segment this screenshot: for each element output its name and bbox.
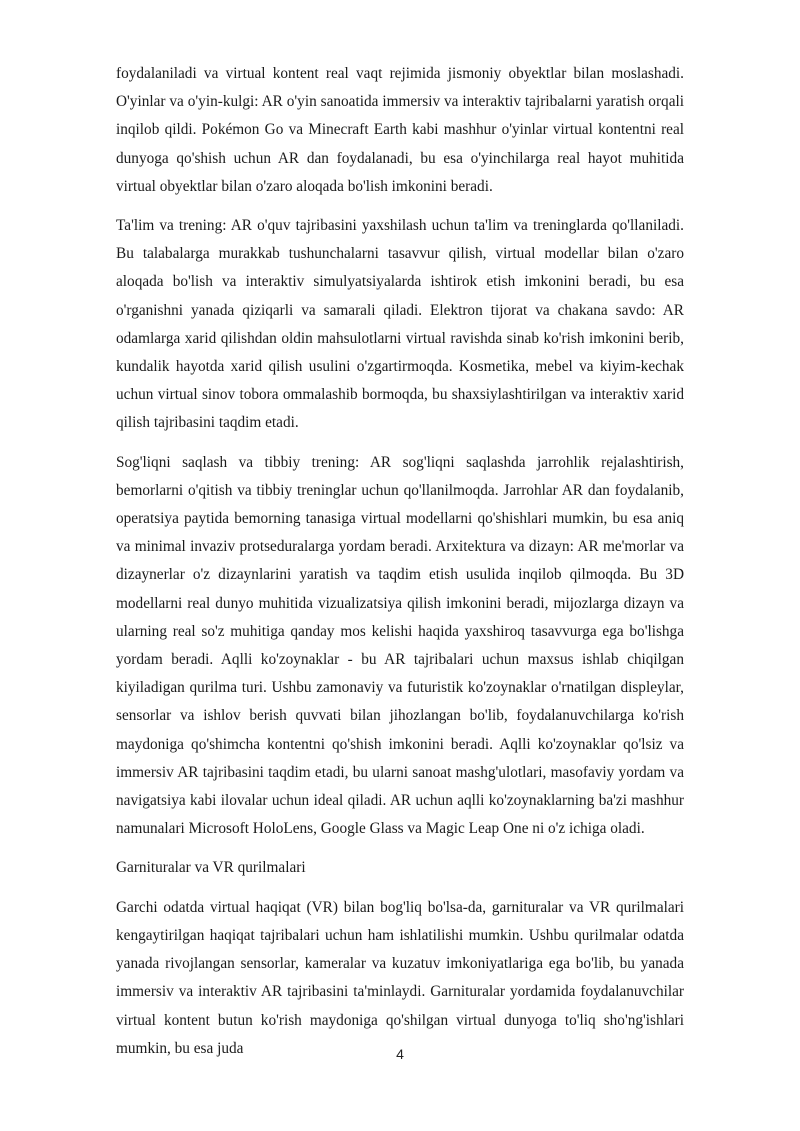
page-number: 4 [396, 1046, 404, 1062]
body-paragraph: Garchi odatda virtual haqiqat (VR) bilan bog'liq bo'lsa-da, garnituralar va VR qurilmalari kengaytirilgan haqiqat tajribalari uchun ham ishlatilishi mumkin. Ushbu qurilmalar odatda yanada rivojlangan sensorlar, kameralar va kuzatuv imkoniyatlariga ega bo'lib, bu yanada immersiv va interaktiv AR tajribasini ta'minlaydi. Garnituralar yordamida foydalanuvchilar virtual kontent butun ko'rish maydoniga qo'shilgan virtual dunyoga to'liq sho'ng'ishlari mumkin, bu esa juda [116, 898, 684, 1057]
body-paragraph: Sog'liqni saqlash va tibbiy trening: AR sog'liqni saqlashda jarrohlik rejalashtirish, bemorlarni o'qitish va tibbiy treninglar uchun qo'llanilmoqda. Jarrohlar AR dan foydalanib, operatsiya paytida bemorning tanasiga virtual modellarni qo'shishlari mumkin, bu esa aniq va minimal invaziv protseduralarga yordam beradi. Arxitektura va dizayn: AR me'morlar va dizaynerlar o'z dizaynlarini yaratish va taqdim etish usulida inqilob qilmoqda. Bu 3D modellarni real dunyo muhitida vizualizatsiya qilish imkonini beradi, mijozlarga dizayn va ularning real so'z muhitiga qanday mos kelishi haqida yaxshiroq tasavvurga ega bo'lishga yordam beradi. Aqlli ko'zoynaklar - bu AR tajribalari uchun maxsus ishlab chiqilgan kiyiladigan qurilma turi. Ushbu zamonaviy va futuristik ko'zoynaklar o'rnatilgan displeylar, sensorlar va ishlov berish quvvati bilan jihozlangan bo'lib, foydalanuvchilarga ko'rish maydoniga qo'shimcha kontentni qo'shish imkonini beradi. Aqlli ko'zoynaklar qo'lsiz va immersiv AR tajribasini taqdim etadi, bu ularni sanoat mashg'ulotlari, masofaviy yordam va navigatsiya kabi ilovalar uchun ideal qiladi. AR uchun aqlli ko'zoynaklarning ba'zi mashhur namunalari Microsoft HoloLens, Google Glass va Magic Leap One ni o'z ichiga oladi. [116, 453, 684, 838]
body-paragraph: foydalaniladi va virtual kontent real vaqt rejimida jismoniy obyektlar bilan moslashadi. O'yinlar va o'yin-kulgi: AR o'yin sanoatida immersiv va interaktiv tajribalarni yaratish orqali inqilob qildi. Pokémon Go va Minecraft Earth kabi mashhur o'yinlar virtual kontentni real dunyoga qo'shish uchun AR dan foydalanadi, bu esa o'yinchilarga real hayot muhitida virtual obyektlar bilan o'zaro aloqada bo'lish imkonini beradi. [116, 65, 684, 195]
body-paragraph: Ta'lim va trening: AR o'quv tajribasini yaxshilash uchun ta'lim va treninglarda qo'llaniladi. Bu talabalarga murakkab tushunchalarni tasavvur qilish, virtual modellar bilan o'zaro aloqada bo'lish va interaktiv simulyatsiyalarda ishtirok etish imkonini beradi, bu esa o'rganishni yanada qiziqarli va samarali qiladi. Elektron tijorat va chakana savdo: AR odamlarga xarid qilishdan oldin mahsulotlarni virtual ravishda sinab ko'rish imkonini berib, kundalik hayotda xarid qilish usulini o'zgartirmoqda. Kosmetika, mebel va kiyim-kechak uchun virtual sinov tobora ommalashib bormoqda, bu shaxsiylashtirilgan va interaktiv xarid qilish tajribasini taqdim etadi. [116, 217, 684, 432]
section-heading: Garnituralar va VR qurilmalari [116, 859, 306, 877]
page-body [116, 60, 684, 1074]
